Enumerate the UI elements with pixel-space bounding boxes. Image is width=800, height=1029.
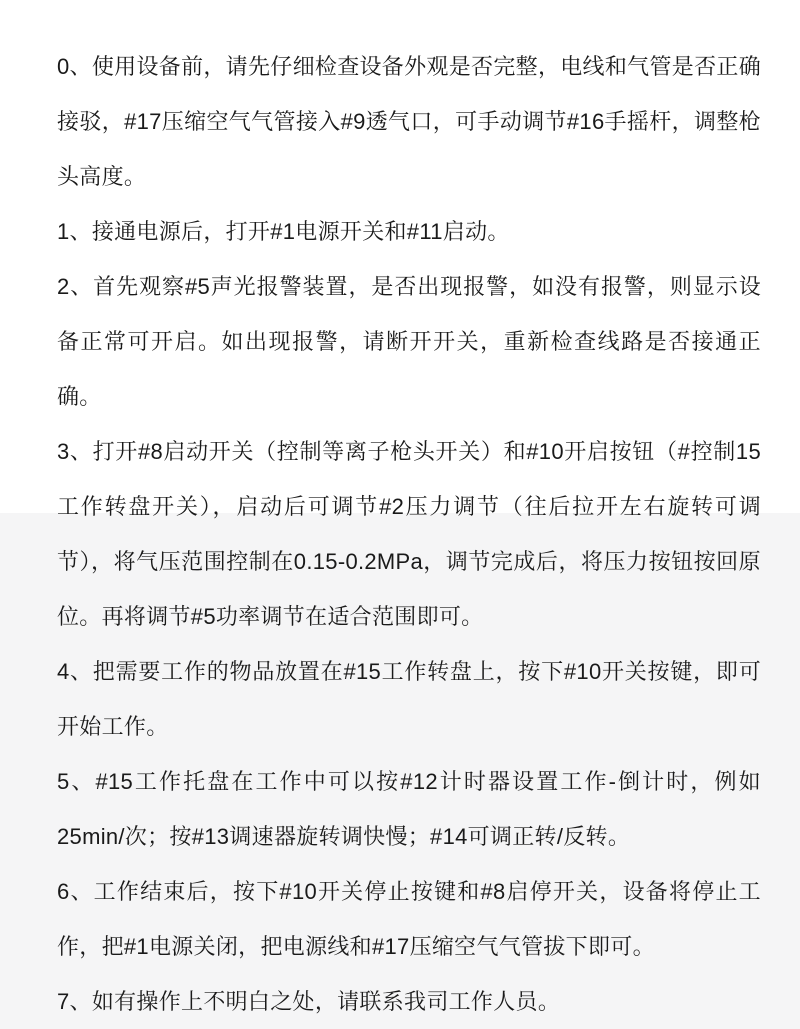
instruction-step-6: 6、工作结束后，按下#10开关停止按键和#8启停开关，设备将停止工作，把#1电源关闭，把电源线和#17压缩空气气管拔下即可。 (57, 879, 761, 959)
instruction-step-3: 3、打开#8启动开关（控制等离子枪头开关）和#10开启按钮（#控制15工作转盘开关），启动后可调节#2压力调节（往后拉开左右旋转可调节），将气压范围控制在0.15-0.2MPa，调节完成后，将压力按钮按回原位。再将调节#5功率调节在适合范围即可。 (57, 439, 761, 629)
instruction-step-0: 0、使用设备前，请先仔细检查设备外观是否完整，电线和气管是否正确接驳，#17压缩空气气管接入#9透气口，可手动调节#16手摇杆，调整枪头高度。 (57, 54, 761, 189)
instruction-step-4: 4、把需要工作的物品放置在#15工作转盘上，按下#10开关按键，即可开始工作。 (57, 659, 761, 739)
instruction-step-1: 1、接通电源后，打开#1电源开关和#11启动。 (57, 219, 510, 244)
instruction-step-2: 2、首先观察#5声光报警装置，是否出现报警，如没有报警，则显示设备正常可开启。如出现报警，请断开开关，重新检查线路是否接通正确。 (57, 274, 761, 409)
instruction-step-5: 5、#15工作托盘在工作中可以按#12计时器设置工作-倒计时，例如25min/次；按#13调速器旋转调快慢；#14可调正转/反转。 (57, 769, 761, 849)
instruction-step-7: 7、如有操作上不明白之处，请联系我司工作人员。 (57, 989, 561, 1014)
